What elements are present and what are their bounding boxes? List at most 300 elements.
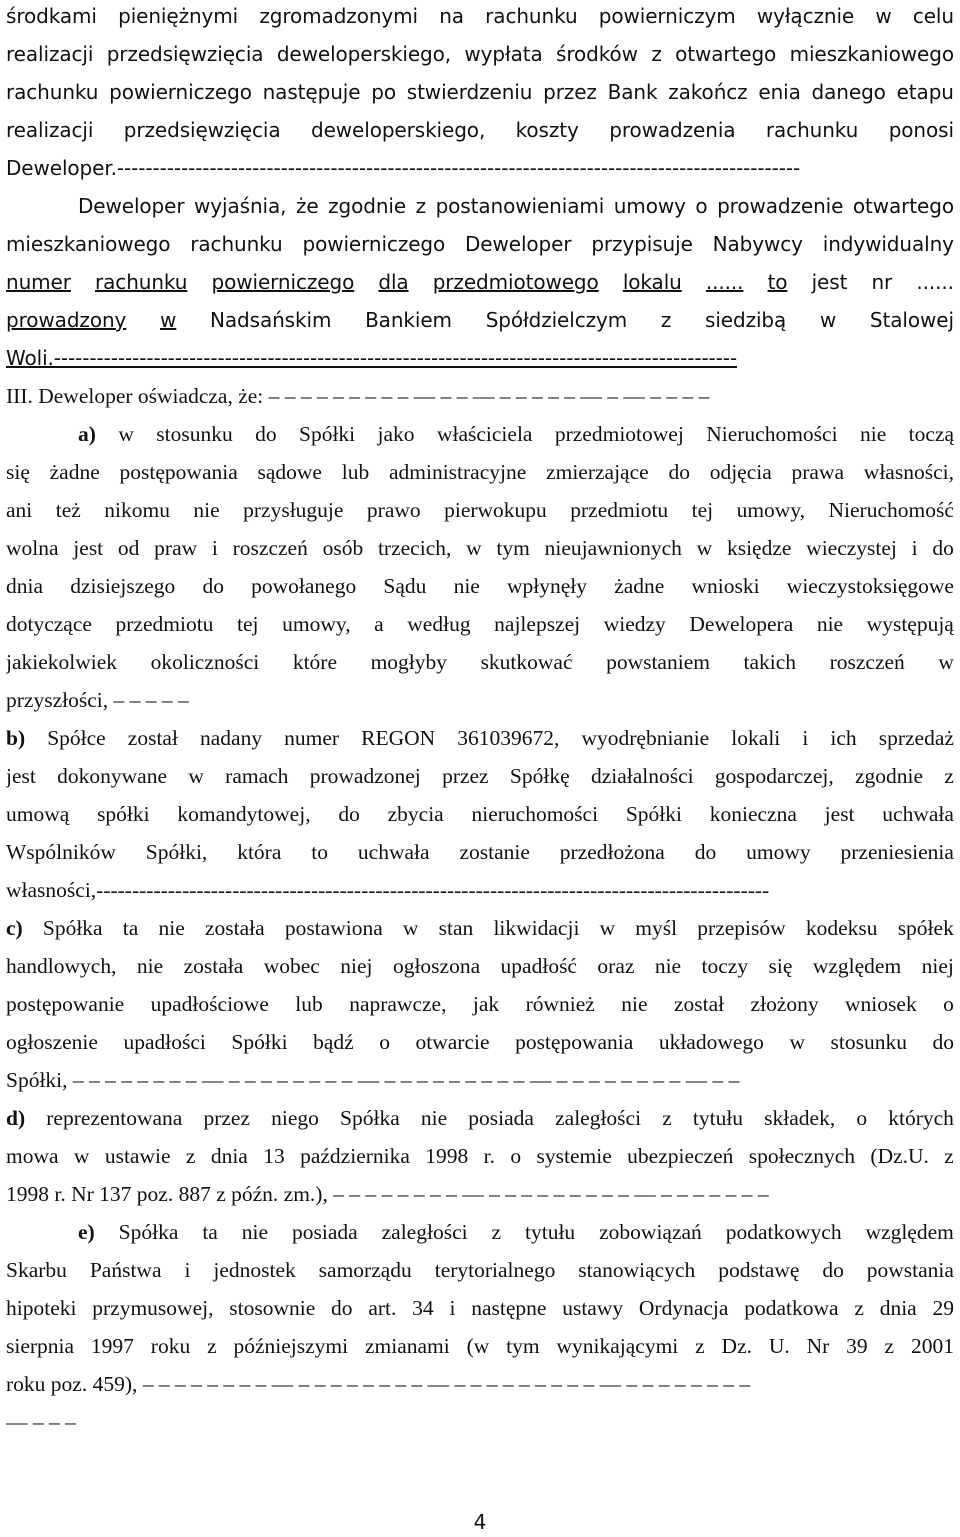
word: ta — [122, 916, 139, 940]
word: do — [338, 802, 360, 826]
word: naprawcze, — [349, 992, 447, 1016]
word: Nabywcy — [712, 232, 803, 256]
word: Spółki — [625, 802, 682, 826]
word: niego — [271, 1106, 319, 1130]
word: się — [6, 460, 30, 484]
word: tym — [496, 536, 530, 560]
word: i — [449, 1296, 456, 1320]
word: z — [415, 194, 427, 218]
word: powstania — [866, 1258, 954, 1282]
word: konieczna — [709, 802, 797, 826]
word: przedłożona — [559, 840, 665, 864]
word: zakończ — [668, 80, 748, 104]
word: lub — [341, 460, 370, 484]
word: ramach — [225, 764, 289, 788]
word: Spółkę — [509, 764, 570, 788]
text-line — [6, 836, 954, 868]
word: do — [932, 536, 954, 560]
text-line — [6, 76, 954, 108]
word: jednostek — [213, 1258, 296, 1282]
word: powierniczym — [598, 4, 736, 28]
word: powierniczego — [211, 270, 355, 294]
word: ta — [202, 1220, 218, 1244]
word: własności, — [863, 460, 954, 484]
word: etapu — [896, 80, 954, 104]
word: stosunku — [830, 1030, 907, 1054]
word: z — [695, 1334, 705, 1358]
word: z — [491, 1220, 502, 1244]
page-number: 4 — [473, 1510, 487, 1534]
word: 29 — [932, 1296, 954, 1320]
word: dla — [378, 270, 409, 294]
word: deweloperskiego, — [310, 118, 486, 142]
word: Sądu — [383, 574, 427, 598]
word: pierwokupu — [444, 498, 547, 522]
word: też — [55, 498, 81, 522]
word: w — [599, 916, 616, 940]
word: Nr — [806, 1334, 830, 1358]
word: Dz. — [721, 1334, 752, 1358]
word: Ordynacja — [638, 1296, 729, 1320]
word: zgromadzonymi — [259, 4, 418, 28]
word: spółki — [97, 802, 150, 826]
word: z — [662, 1106, 672, 1130]
word: prawa — [791, 460, 845, 484]
word: rachunku — [485, 4, 578, 28]
word: października — [300, 1144, 410, 1168]
word: postępowania — [515, 1030, 634, 1054]
word: Spółce — [47, 726, 106, 750]
word: jest — [6, 764, 36, 788]
word: ich — [830, 726, 857, 750]
word: których — [888, 1106, 954, 1130]
text-line — [6, 1330, 954, 1362]
word: roszczeń — [829, 650, 905, 674]
word: skutkować — [480, 650, 573, 674]
text-line — [6, 418, 954, 450]
word: otwarcie — [415, 1030, 490, 1054]
word: z — [207, 1334, 217, 1358]
word: podstawę — [718, 1258, 800, 1282]
word: przez — [442, 764, 489, 788]
word: hipoteki — [6, 1296, 77, 1320]
word: Spółka — [340, 1106, 400, 1130]
word: wniosek — [845, 992, 917, 1016]
word: uchwała — [882, 802, 954, 826]
word: upadłościowe — [150, 992, 269, 1016]
word: Wspólników — [6, 840, 116, 864]
word: zobowiązań — [599, 1220, 702, 1244]
word: nie — [136, 954, 164, 978]
word: pieniężnymi — [118, 4, 239, 28]
word: jest — [73, 536, 104, 560]
word: że — [295, 194, 319, 218]
word: Nieruchomość — [828, 498, 954, 522]
word: handlowych, — [6, 954, 117, 978]
word: z — [884, 1334, 895, 1358]
word: stanowiących — [578, 1258, 696, 1282]
word: otwartego — [852, 194, 954, 218]
word: odjęcia — [709, 460, 772, 484]
word: zgodnie — [855, 764, 924, 788]
word: 361039672, — [457, 726, 560, 750]
word: a — [374, 612, 384, 636]
word: stwierdzeniu — [406, 80, 533, 104]
word: Skarbu — [6, 1258, 67, 1282]
word: nie — [816, 612, 844, 636]
word: indywidualny — [822, 232, 954, 256]
word: a) — [78, 422, 96, 446]
word: tym — [506, 1334, 540, 1358]
word: przedsięwzięcia — [123, 118, 281, 142]
word: nie — [420, 1106, 448, 1130]
word: REGON — [361, 726, 436, 750]
word: występują — [866, 612, 954, 636]
word: rachunku — [190, 232, 283, 256]
word: przedmiotu — [570, 498, 669, 522]
word: która — [237, 840, 282, 864]
word: złożony — [750, 992, 819, 1016]
word: prowadzenia — [609, 118, 736, 142]
word: jak — [472, 992, 500, 1016]
word: Spółki — [231, 1030, 288, 1054]
word: zgodnie — [328, 194, 407, 218]
word: systemie — [536, 1144, 612, 1168]
word: umowy — [613, 194, 686, 218]
word: enia — [758, 80, 801, 104]
word: 39 — [846, 1334, 868, 1358]
word: lub — [295, 992, 323, 1016]
word: właściciela — [436, 422, 533, 446]
word: podatkowych — [725, 1220, 842, 1244]
word: sądowe — [257, 460, 322, 484]
word: od — [117, 536, 140, 560]
word: rachunku — [95, 270, 188, 294]
text-line — [6, 228, 954, 260]
word: otwartego — [675, 42, 777, 66]
word: w — [938, 650, 954, 674]
word: gospodarczej, — [714, 764, 834, 788]
word: umowy — [746, 840, 811, 864]
word: składek, — [764, 1106, 836, 1130]
word: o — [510, 1144, 522, 1168]
word: (Dz.U. — [870, 1144, 929, 1168]
word: tytułu — [525, 1220, 576, 1244]
word: ustawie — [104, 1144, 171, 1168]
word: względem — [865, 1220, 954, 1244]
word: z — [854, 1296, 864, 1320]
word: realizacji — [6, 42, 94, 66]
word: postępowania — [119, 460, 238, 484]
word: jest — [824, 802, 855, 826]
word: mieszkaniowego — [6, 232, 171, 256]
word: sprzedaż — [878, 726, 954, 750]
word: terytorialnego — [434, 1258, 556, 1282]
word: lokali — [731, 726, 781, 750]
word: ...... — [916, 270, 954, 294]
word: nieruchomości — [471, 802, 599, 826]
word: samorządu — [318, 1258, 412, 1282]
word: i — [911, 536, 918, 560]
word: dnia — [879, 1296, 917, 1320]
word: administracyjne — [388, 460, 527, 484]
word: została — [183, 954, 244, 978]
word: rachunku — [6, 80, 99, 104]
word: zaległości — [555, 1106, 642, 1130]
word: rachunku — [765, 118, 859, 142]
word: lokalu — [622, 270, 682, 294]
word: i — [802, 726, 809, 750]
word: żadne — [49, 460, 100, 484]
word: w — [696, 536, 713, 560]
word: również — [525, 992, 595, 1016]
word: upadłości — [123, 1030, 206, 1054]
text-line — [6, 456, 954, 488]
word: tej — [237, 612, 259, 636]
word: późniejszymi — [233, 1334, 349, 1358]
word: z — [660, 308, 672, 332]
word: środkami — [6, 4, 97, 28]
word: postanowieniami — [435, 194, 605, 218]
word: numer — [6, 270, 71, 294]
word: przypisuje — [591, 232, 693, 256]
word: niej — [921, 954, 954, 978]
word: przepisów — [697, 916, 786, 940]
word: umowy, — [736, 498, 806, 522]
word: podatkowa — [744, 1296, 839, 1320]
word: przymusowej, — [92, 1296, 214, 1320]
text-line: przyszłości, – – – – – — [6, 688, 189, 712]
word: oraz — [597, 954, 635, 978]
word: celu — [912, 4, 954, 28]
word: względem — [812, 954, 902, 978]
word: wobec — [263, 954, 320, 978]
word: wnioski — [691, 574, 760, 598]
word: wyjaśnia, — [194, 194, 287, 218]
word: okoliczności — [150, 650, 260, 674]
word: Nieruchomości — [706, 422, 838, 446]
text-line — [6, 190, 954, 222]
word: w — [402, 916, 419, 940]
word: w — [188, 764, 204, 788]
word: prowadzenie — [717, 194, 844, 218]
text-line: — – – – — [6, 1410, 76, 1434]
word: d) — [6, 1106, 26, 1130]
word: Spółki — [298, 422, 356, 446]
word: toczą — [908, 422, 954, 446]
word: stosownie — [229, 1296, 316, 1320]
word: nr — [871, 270, 893, 294]
word: c) — [6, 916, 23, 940]
word: działalności — [590, 764, 694, 788]
word: wynikającymi — [556, 1334, 679, 1358]
word: Stalowej — [869, 308, 954, 332]
word: numer — [284, 726, 340, 750]
word: nie — [654, 954, 682, 978]
word: Bank — [607, 80, 658, 104]
word: dnia — [210, 1144, 248, 1168]
word: w — [789, 1030, 805, 1054]
word: z — [944, 1144, 954, 1168]
word: posiada — [292, 1220, 358, 1244]
word: 34 — [412, 1296, 434, 1320]
text-line: III. Deweloper oświadcza, że: – – – – – – – – – — – – — – – – – – — – — – – – – — [6, 384, 710, 408]
word: ani — [6, 498, 33, 522]
word: nie — [241, 1220, 269, 1244]
text-line — [6, 1140, 954, 1172]
word: likwidacji — [493, 916, 580, 940]
word: nie — [193, 498, 220, 522]
word: zmierzające — [546, 460, 649, 484]
text-line — [6, 0, 954, 32]
word: przeniesienia — [840, 840, 954, 864]
word: do — [255, 422, 277, 446]
word: sierpnia — [6, 1334, 75, 1358]
word: następuje — [262, 80, 361, 104]
word: to — [767, 270, 788, 294]
word: z — [185, 1144, 196, 1168]
word: na — [439, 4, 464, 28]
word: e) — [78, 1220, 95, 1244]
word: powierniczego — [109, 80, 252, 104]
word: uchwała — [357, 840, 430, 864]
word: została — [204, 916, 265, 940]
word: w — [875, 4, 892, 28]
word: praw — [154, 536, 198, 560]
word: b) — [6, 726, 26, 750]
word: dotyczące — [6, 612, 92, 636]
text-line — [6, 722, 954, 754]
word: przedmiotu — [115, 612, 214, 636]
text-line — [6, 532, 954, 564]
word: do — [694, 840, 717, 864]
word: wolna — [6, 536, 59, 560]
text-line — [6, 494, 954, 526]
word: w — [73, 1144, 90, 1168]
word: umowy, — [282, 612, 351, 636]
word: spółek — [897, 916, 954, 940]
word: z — [944, 764, 954, 788]
word: trzecich, — [377, 536, 452, 560]
word: U. — [768, 1334, 790, 1358]
word: według — [407, 612, 471, 636]
word: nadany — [200, 726, 263, 750]
word: stan — [438, 916, 474, 940]
word: do — [668, 460, 690, 484]
word: prowadzony — [6, 308, 127, 332]
word: zbycia — [387, 802, 444, 826]
word: przez — [203, 1106, 250, 1130]
word: przedmiotowej — [554, 422, 684, 446]
word: jest — [811, 270, 848, 294]
word: Dewelopera — [689, 612, 794, 636]
text-line: własności,---------------------------------------------------------------------------------------------- — [6, 878, 770, 902]
word: o — [856, 1106, 868, 1130]
word: nieujawnionych — [544, 536, 682, 560]
word: do — [822, 1258, 844, 1282]
word: po — [371, 80, 396, 104]
word: to — [311, 840, 329, 864]
word: przedmiotowego — [432, 270, 599, 294]
word: wyłącznie — [756, 4, 855, 28]
word: wyodrębnianie — [581, 726, 710, 750]
text-line — [6, 1292, 954, 1324]
text-line — [6, 38, 954, 70]
word: ubezpieczeń — [627, 1144, 734, 1168]
word: prawo — [366, 498, 421, 522]
word: zaległości — [381, 1220, 468, 1244]
word: wieczystoksięgowe — [786, 574, 954, 598]
word: posiada — [468, 1106, 534, 1130]
word: 13 — [263, 1144, 285, 1168]
word: r. — [483, 1144, 496, 1168]
word: żadne — [614, 574, 665, 598]
word: o — [943, 992, 954, 1016]
word: umową — [6, 802, 70, 826]
word: tytułu — [692, 1106, 744, 1130]
word: roszczeń — [232, 536, 308, 560]
text-line: Spółki, – – – – – – – – — – – – – – – – – — – – – – – – – – – — – – – – – – – – — – – — [6, 1068, 740, 1092]
word: takich — [743, 650, 797, 674]
word: bądź — [313, 1030, 354, 1054]
word: koszty — [515, 118, 579, 142]
word: o — [379, 1030, 390, 1054]
word: Bankiem — [365, 308, 452, 332]
word: środków — [556, 42, 638, 66]
word: przysługuje — [243, 498, 344, 522]
word: Spółki, — [145, 840, 208, 864]
word: Spółka — [42, 916, 103, 940]
word: społecznych — [748, 1144, 856, 1168]
text-line — [6, 988, 954, 1020]
word: najlepszej — [494, 612, 581, 636]
text-line — [6, 798, 954, 830]
text-line: Woli.------------------------------------------------------------------------------------------------ — [6, 346, 738, 370]
word: tej — [691, 498, 714, 522]
word: powołanego — [251, 574, 357, 598]
text-line: 1998 r. Nr 137 poz. 887 z późn. zm.), – – – – – – – – — – – – – – – – – – — – – – – – – – — [6, 1182, 769, 1206]
word: roku — [150, 1334, 191, 1358]
word: został — [673, 992, 725, 1016]
word: w — [466, 536, 482, 560]
text-line — [6, 570, 954, 602]
word: myśl — [635, 916, 678, 940]
word: wypłata — [464, 42, 543, 66]
word: i — [211, 536, 218, 560]
word: się — [768, 954, 793, 978]
text-line — [6, 1254, 954, 1286]
word: o — [695, 194, 708, 218]
text-line — [6, 912, 954, 944]
word: stosunku — [156, 422, 233, 446]
word: ogłoszona — [392, 954, 481, 978]
word: (w — [466, 1334, 490, 1358]
word: Państwa — [89, 1258, 162, 1282]
word: prowadzonej — [309, 764, 421, 788]
word: upadłość — [500, 954, 577, 978]
word: nikomu — [104, 498, 170, 522]
text-line — [6, 1026, 954, 1058]
word: jakiekolwiek — [6, 650, 118, 674]
word: art. — [368, 1296, 397, 1320]
word: 2001 — [910, 1334, 954, 1358]
word: osób — [322, 536, 364, 560]
word: 1997 — [90, 1334, 134, 1358]
word: komandytowej, — [177, 802, 311, 826]
word: niej — [340, 954, 373, 978]
word: w — [118, 422, 134, 446]
text-line — [6, 950, 954, 982]
